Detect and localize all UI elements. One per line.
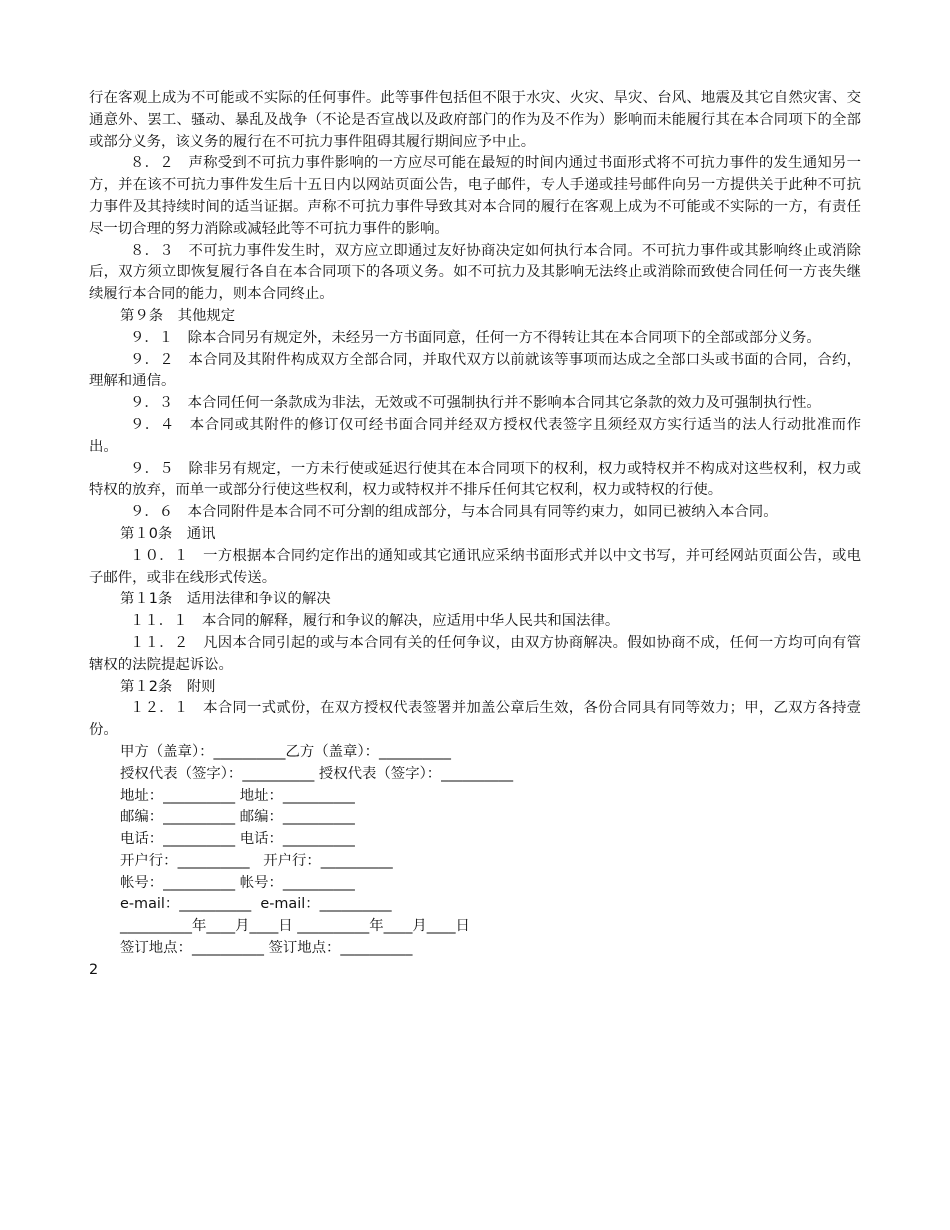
clause-8-3: ８．３ 不可抗力事件发生时，双方应立即通过友好协商决定如何执行本合同。不可抗力事件或其影响终止或消除后，双方须立即恢复履行各自在本合同项下的各项义务。如不可抗力及其影响无法终止或消除而致使合同任何一方丧失继续履行本合同的能力，则本合同终止。 <box>89 242 861 303</box>
clause-11-1: １１．１ 本合同的解释，履行和争议的解决，应适用中华人民共和国法律。 <box>130 613 620 630</box>
signature-line-seal: 甲方（盖章）：__________乙方（盖章）：__________ <box>120 743 451 760</box>
page-number: 2 <box>89 961 99 978</box>
signature-line-bank: 开户行：__________ 开户行：__________ <box>120 852 393 869</box>
clause-9-4: ９．４ 本合同或其附件的修订仅可经书面合同并经双方授权代表签字且须经双方实行适当的法人行动批准而作出。 <box>89 416 861 455</box>
article-10-heading: 第１0条 通讯 <box>120 525 216 542</box>
signature-line-phone: 电话：__________ 电话：__________ <box>120 831 355 848</box>
clause-11-2: １１．２ 凡因本合同引起的或与本合同有关的任何争议，由双方协商解决。假如协商不成，任何一方均可向有管辖权的法院提起诉讼。 <box>89 634 861 673</box>
clause-9-3: ９．３ 本合同任何一条款成为非法，无效或不可强制执行并不影响本合同其它条款的效力及可强制执行性。 <box>130 395 821 412</box>
article-9-heading: 第９条 其他规定 <box>120 307 236 324</box>
clause-8-1-continuation: 行在客观上成为不可能或不实际的任何事件。此等事件包括但不限于水灾、火灾、旱灾、台风、地震及其它自然灾害、交通意外、罢工、骚动、暴乱及战争（不论是否宣战以及政府部门的作为及不作为）影响而未能履行其在本合同项下的全部或部分义务，该义务的履行在不可抗力事件阻碍其履行期间应予中止。 <box>89 90 861 150</box>
clause-9-1: ９．１ 除本合同另有规定外，未经另一方书面同意，任何一方不得转让其在本合同项下的全部或部分义务。 <box>130 329 821 346</box>
clause-10-1: １０．１ 一方根据本合同约定作出的通知或其它通讯应采纳书面形式并以中文书写，并可经网站页面公告，或电子邮件，或非在线形式传送。 <box>89 547 861 586</box>
clause-8-2: ８．２ 声称受到不可抗力事件影响的一方应尽可能在最短的时间内通过书面形式将不可抗力事件的发生通知另一方，并在该不可抗力事件发生后十五日内以网站页面公告，电子邮件，专人手递或挂号邮件向另一方提供关于此种不可抗力事件及其持续时间的适当证据。声称不可抗力事件导致其对本合同的履行在客观上成为不可能或不实际的一方，有责任尽一切合理的努力消除或减轻此等不可抗力事件的影响。 <box>89 155 861 237</box>
clause-9-2: ９．２ 本合同及其附件构成双方全部合同，并取代双方以前就该等事项而达成之全部口头或书面的合同，合约，理解和通信。 <box>89 351 861 390</box>
signature-line-place: 签订地点：__________ 签订地点：__________ <box>120 940 413 957</box>
document-page <box>89 88 861 982</box>
clause-9-5: ９．５ 除非另有规定，一方未行使或延迟行使其在本合同项下的权利，权力或特权并不构成对这些权利，权力或特权的放弃，而单一或部分行使这些权利，权力或特权并不排斥任何其它权利，权力或特权的行使。 <box>89 460 861 499</box>
article-12-heading: 第１2条 附则 <box>120 678 216 695</box>
clause-9-6: ９．６ 本合同附件是本合同不可分割的组成部分，与本合同具有同等约束力，如同已被纳入本合同。 <box>130 504 778 521</box>
signature-line-account: 帐号：__________ 帐号：__________ <box>120 874 355 891</box>
signature-line-email: e-mail：__________ e-mail：__________ <box>120 896 392 913</box>
signature-line-date: __________年____月____日 __________年____月____日 <box>120 918 470 935</box>
signature-line-address: 地址：__________ 地址：__________ <box>120 787 355 804</box>
signature-block <box>89 742 861 960</box>
signature-line-postcode: 邮编：__________ 邮编：__________ <box>120 809 355 826</box>
article-11-heading: 第１1条 适用法律和争议的解决 <box>120 591 331 608</box>
clause-12-1: １２．１ 本合同一式贰份，在双方授权代表签署并加盖公章后生效，各份合同具有同等效力；甲，乙双方各持壹份。 <box>89 700 861 739</box>
signature-line-representative: 授权代表（签字）：__________ 授权代表（签字）：__________ <box>120 765 514 782</box>
